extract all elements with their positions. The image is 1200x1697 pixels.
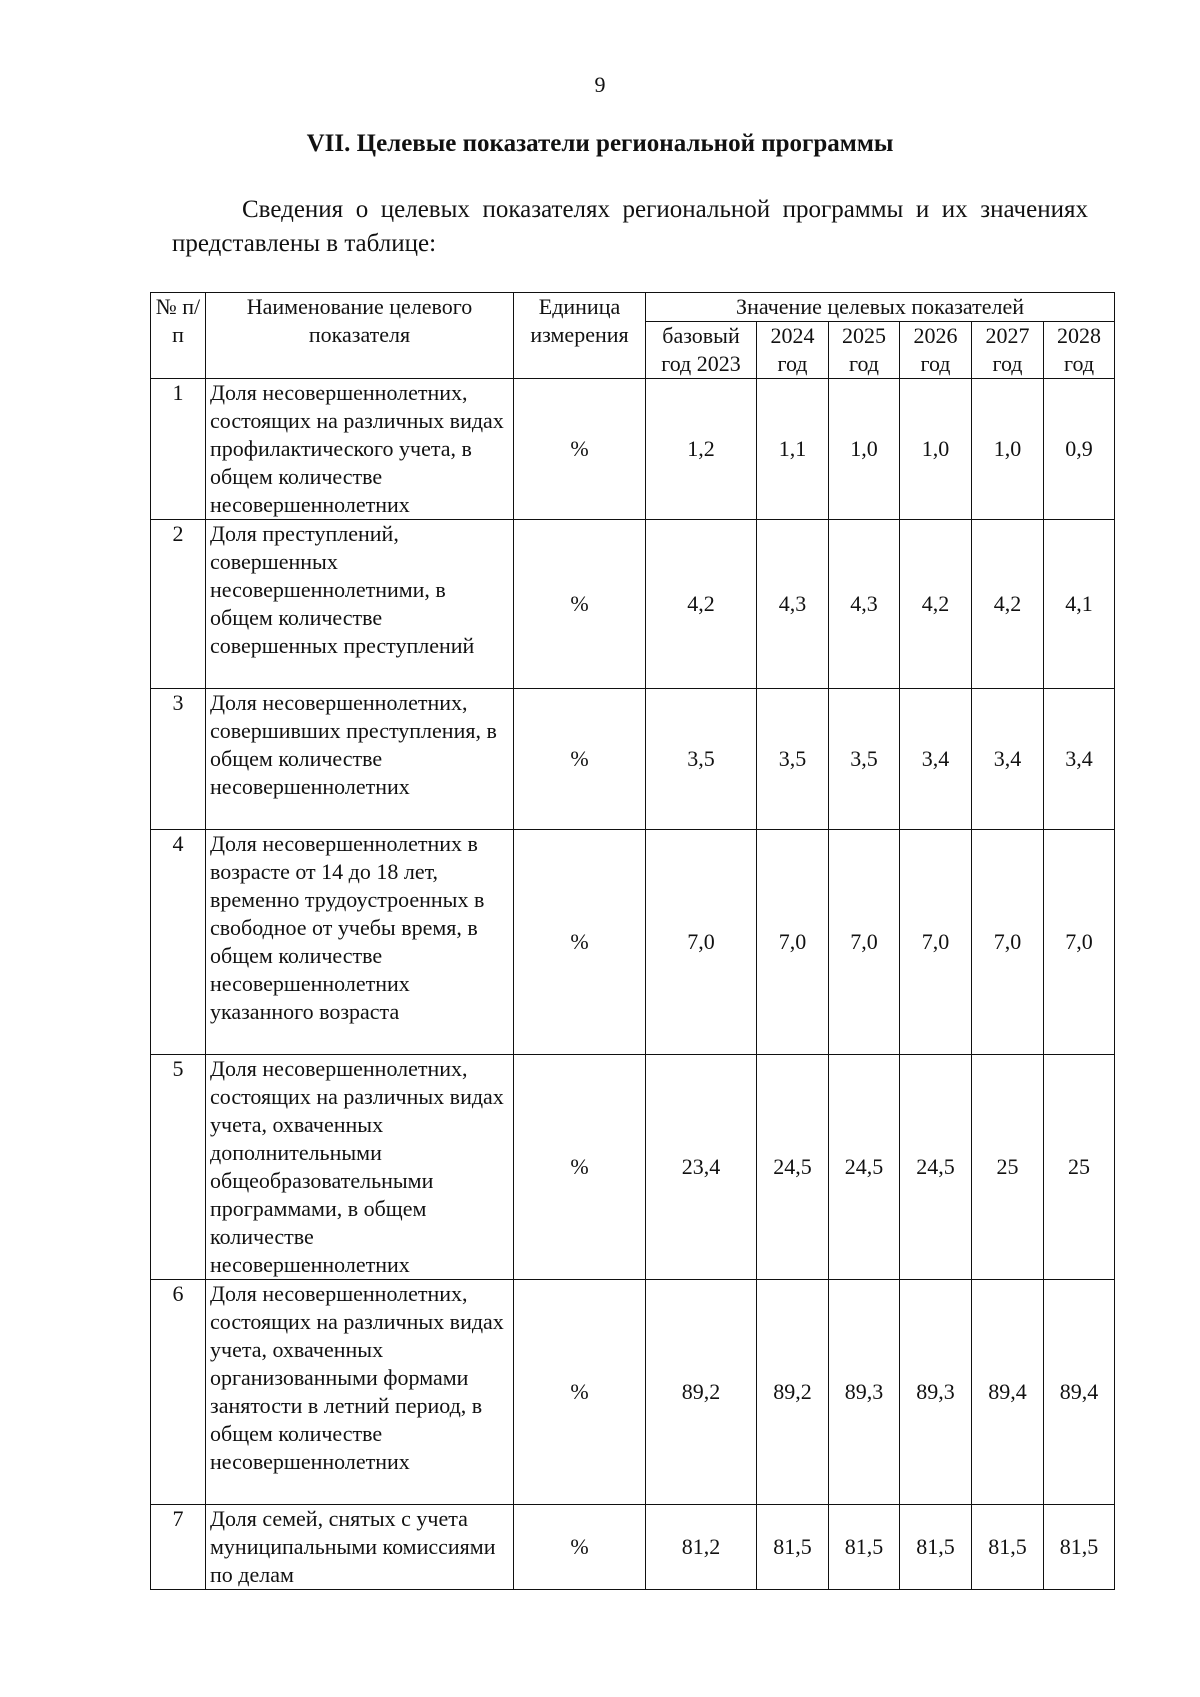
value-cell: 4,2 xyxy=(646,520,757,689)
value-cell: 3,5 xyxy=(829,689,900,830)
row-number: 1 xyxy=(151,379,206,520)
value-cell: 4,2 xyxy=(900,520,972,689)
value-cell: 0,9 xyxy=(1044,379,1115,520)
value-cell: 3,4 xyxy=(900,689,972,830)
value-cell: 89,3 xyxy=(900,1280,972,1505)
value-cell: 81,5 xyxy=(1044,1505,1115,1590)
indicator-unit: % xyxy=(514,1505,646,1590)
value-cell: 89,2 xyxy=(646,1280,757,1505)
table-row xyxy=(151,689,1115,830)
value-cell: 81,5 xyxy=(829,1505,900,1590)
value-cell: 7,0 xyxy=(900,830,972,1055)
indicator-name: Доля несовершеннолетних, состоящих на различных видах учета, охваченных дополнительными общеобразовательными программами, в общем количестве несовершеннолетних xyxy=(206,1055,514,1280)
header-year: 2026 год xyxy=(900,322,972,379)
value-cell: 7,0 xyxy=(646,830,757,1055)
value-cell: 25 xyxy=(1044,1055,1115,1280)
table-row xyxy=(151,1280,1115,1505)
value-cell: 4,2 xyxy=(972,520,1044,689)
indicator-unit: % xyxy=(514,379,646,520)
indicators-table xyxy=(150,292,1115,1590)
indicator-unit: % xyxy=(514,689,646,830)
table-header xyxy=(151,293,1115,379)
value-cell: 7,0 xyxy=(829,830,900,1055)
header-year: 2025 год xyxy=(829,322,900,379)
value-cell: 89,2 xyxy=(757,1280,829,1505)
indicator-name: Доля несовершеннолетних, состоящих на различных видах профилактического учета, в общем количестве несовершеннолетних xyxy=(206,379,514,520)
table-row xyxy=(151,379,1115,520)
value-cell: 24,5 xyxy=(900,1055,972,1280)
row-number: 4 xyxy=(151,830,206,1055)
value-cell: 89,3 xyxy=(829,1280,900,1505)
header-year: базовый год 2023 xyxy=(646,322,757,379)
table-body xyxy=(151,379,1115,1590)
table-row xyxy=(151,830,1115,1055)
value-cell: 1,0 xyxy=(829,379,900,520)
value-cell: 25 xyxy=(972,1055,1044,1280)
header-num: № п/п xyxy=(151,293,206,379)
header-name: Наименование целевого показателя xyxy=(206,293,514,379)
value-cell: 4,3 xyxy=(757,520,829,689)
value-cell: 1,2 xyxy=(646,379,757,520)
value-cell: 7,0 xyxy=(972,830,1044,1055)
indicator-name: Доля преступлений, совершенных несовершеннолетними, в общем количестве совершенных преступлений xyxy=(206,520,514,689)
value-cell: 1,0 xyxy=(900,379,972,520)
value-cell: 24,5 xyxy=(757,1055,829,1280)
indicator-unit: % xyxy=(514,830,646,1055)
value-cell: 89,4 xyxy=(972,1280,1044,1505)
table-row xyxy=(151,1055,1115,1280)
header-year: 2028 год xyxy=(1044,322,1115,379)
indicator-unit: % xyxy=(514,1055,646,1280)
table-row xyxy=(151,520,1115,689)
value-cell: 7,0 xyxy=(757,830,829,1055)
value-cell: 81,2 xyxy=(646,1505,757,1590)
value-cell: 1,0 xyxy=(972,379,1044,520)
indicator-name: Доля несовершеннолетних, совершивших преступления, в общем количестве несовершеннолетних xyxy=(206,689,514,830)
value-cell: 23,4 xyxy=(646,1055,757,1280)
header-year: 2024 год xyxy=(757,322,829,379)
value-cell: 1,1 xyxy=(757,379,829,520)
indicator-name: Доля семей, снятых с учета муниципальными комиссиями по делам xyxy=(206,1505,514,1590)
row-number: 5 xyxy=(151,1055,206,1280)
value-cell: 89,4 xyxy=(1044,1280,1115,1505)
indicator-unit: % xyxy=(514,1280,646,1505)
header-unit: Единица измерения xyxy=(514,293,646,379)
value-cell: 81,5 xyxy=(900,1505,972,1590)
indicator-name: Доля несовершеннолетних, состоящих на различных видах учета, охваченных организованными формами занятости в летний период, в общем количестве несовершеннолетних xyxy=(206,1280,514,1505)
page-number: 9 xyxy=(594,72,606,97)
value-cell: 3,4 xyxy=(972,689,1044,830)
value-cell: 7,0 xyxy=(1044,830,1115,1055)
value-cell: 3,5 xyxy=(646,689,757,830)
row-number: 3 xyxy=(151,689,206,830)
value-cell: 81,5 xyxy=(757,1505,829,1590)
value-cell: 4,3 xyxy=(829,520,900,689)
row-number: 7 xyxy=(151,1505,206,1590)
indicator-name: Доля несовершеннолетних в возрасте от 14 до 18 лет, временно трудоустроенных в свободное от учебы время, в общем количестве несовершеннолетних указанного возраста xyxy=(206,830,514,1055)
row-number: 2 xyxy=(151,520,206,689)
value-cell: 3,4 xyxy=(1044,689,1115,830)
table-row xyxy=(151,1505,1115,1590)
header-year: 2027 год xyxy=(972,322,1044,379)
section-title: VII. Целевые показатели региональной программы xyxy=(306,130,894,157)
value-cell: 3,5 xyxy=(757,689,829,830)
value-cell: 24,5 xyxy=(829,1055,900,1280)
header-values-group: Значение целевых показателей xyxy=(646,293,1115,322)
indicator-unit: % xyxy=(514,520,646,689)
value-cell: 4,1 xyxy=(1044,520,1115,689)
intro-paragraph: Сведения о целевых показателях региональной программы и их значениях представлены в таблице: xyxy=(172,196,1088,257)
row-number: 6 xyxy=(151,1280,206,1505)
value-cell: 81,5 xyxy=(972,1505,1044,1590)
